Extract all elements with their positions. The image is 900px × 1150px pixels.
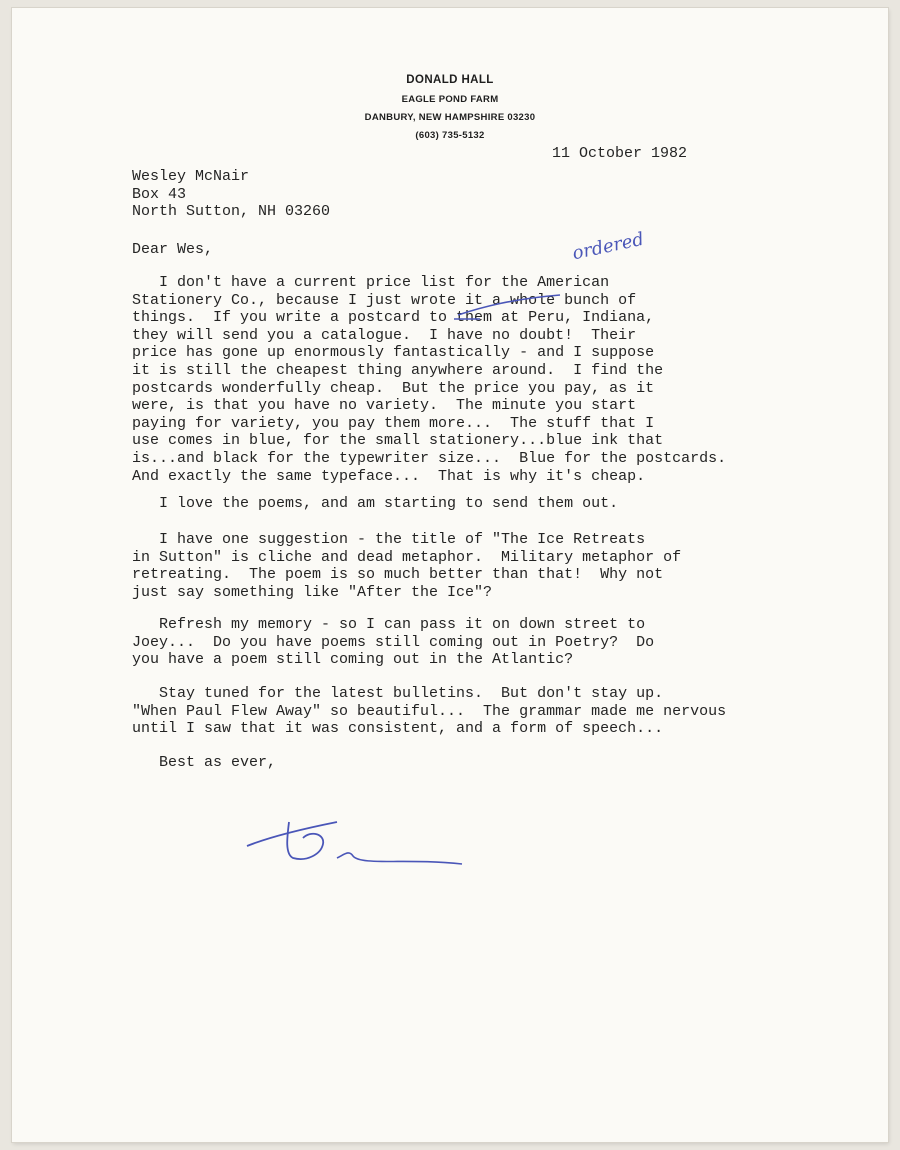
strikethrough-mark [452,293,564,323]
letter-page [12,8,888,1142]
handwritten-insert: ordered [570,228,646,265]
recipient-city: North Sutton, NH 03260 [132,203,331,221]
letterhead-address: DANBURY, NEW HAMPSHIRE 03230 [364,112,536,123]
signature-mark [237,808,467,888]
paragraph-refresh: Refresh my memory - so I can pass it on down street to Joey... Do you have poems still coming out in Poetry? Do you have a poem still coming out in the Atlantic? [132,616,655,669]
paragraph-price-list: I don't have a current price list for the American Stationery Co., because I just wrote it a whole bunch of things. If you write a postcard to them at Peru, Indiana, they will send you a catalogue. I have no doubt! Their price has gone up enormously fantastically - and I suppose it is still the cheapest thing anywhere around. I find the postcards wonderfully cheap. But the price you pay, as it were, is that you have no variety. The minute you start paying for variety, you pay them more... The stuff that I use comes in blue, for the small stationery...blue ink that is...and black for the typewriter size... Blue for the postcards. And exactly the same typeface... That is why it's cheap. [132,274,727,485]
letterhead-phone: (603) 735-5132 [415,130,485,141]
recipient-box: Box 43 [132,185,187,203]
paragraph-suggestion: I have one suggestion - the title of "The Ice Retreats in Sutton" is cliche and dead metaphor. Military metaphor of retreating. The poem is so much better than that! Why not just say something like "After the Ice"? [132,531,682,601]
letter-date: 11 October 1982 [552,145,688,162]
letterhead-name: DONALD HALL [406,74,494,86]
recipient-address [132,168,330,221]
paragraph-bulletins: Stay tuned for the latest bulletins. But don't stay up. "When Paul Flew Away" so beautiful... The grammar made me nervous until I saw that it was consistent, and a form of speech... [132,685,727,738]
closing: Best as ever, [132,754,277,771]
paragraph-poems: I love the poems, and am starting to send them out. [132,495,619,512]
letterhead-farm: EAGLE POND FARM [401,94,499,105]
recipient-name: Wesley McNair [132,168,250,185]
salutation: Dear Wes, [132,241,214,258]
